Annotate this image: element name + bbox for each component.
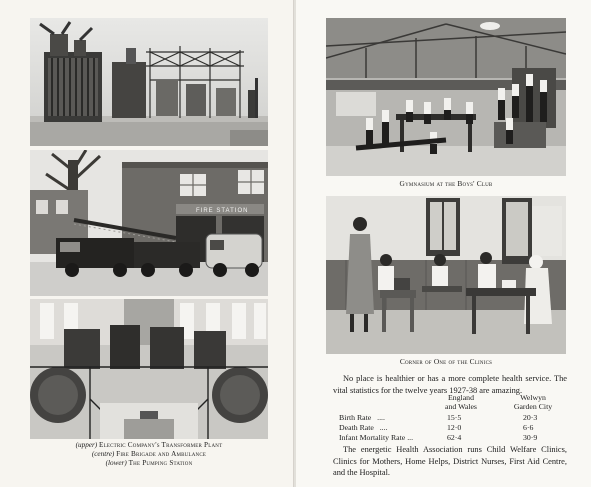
stats-row-death-rate: [339, 423, 559, 433]
health-association-paragraph: The energetic Health Association runs Child Welfare Clinics, Clinics for Mothers, Home Helps, District Nurses, First Aid Centre, and the Hospital.: [333, 445, 567, 477]
leader-dots: ....: [379, 423, 388, 432]
england-wales-value: 62·4: [447, 433, 462, 442]
england-wales-value: 12·0: [447, 423, 462, 432]
caption-centre-tag: (centre): [91, 450, 115, 458]
fire-station-photo: [30, 150, 268, 296]
caption-lower-tag: (lower): [105, 459, 127, 467]
clinic-caption: Corner of One of the Clinics: [399, 357, 493, 366]
england-wales-value: 15·5: [447, 413, 462, 422]
header-england-wales: England and Wales: [445, 393, 477, 411]
stats-row-birth-rate: [339, 413, 559, 423]
stats-row-infant-mortality: [339, 433, 559, 443]
health-intro-paragraph: No place is healthier or has a more complete health service. The vital statistics for the twelve years 1927-38 are amazing.: [333, 374, 567, 395]
pumping-station-photo: [30, 299, 268, 439]
row-label: Birth Rate: [339, 413, 372, 422]
caption-upper-tag: (upper): [75, 441, 98, 449]
welwyn-value: 6·6: [523, 423, 534, 432]
header-welwyn-garden-city: Welwyn Garden City: [513, 393, 553, 411]
row-label: Infant Mortality Rate: [339, 433, 406, 442]
caption-centre-text: Fire Brigade and Ambulance: [116, 450, 207, 458]
left-page: [0, 0, 294, 487]
clinic-photo: [326, 196, 566, 354]
caption-upper-text: Electric Company's Transformer Plant: [98, 441, 223, 449]
welwyn-value: 20·3: [523, 413, 538, 422]
transformer-plant-photo: [30, 18, 268, 146]
left-page-caption: [30, 441, 268, 468]
gymnasium-caption: Gymnasium at the Boys' Club: [399, 179, 493, 188]
welwyn-value: 30·9: [523, 433, 538, 442]
gymnasium-photo: [326, 18, 566, 176]
leader-dots: ....: [377, 413, 385, 422]
row-label: Death Rate: [339, 423, 374, 432]
leader-dots: ...: [407, 433, 414, 442]
fire-station-sign: FIRE STATION: [196, 208, 249, 214]
caption-lower-text: The Pumping Station: [128, 459, 193, 467]
